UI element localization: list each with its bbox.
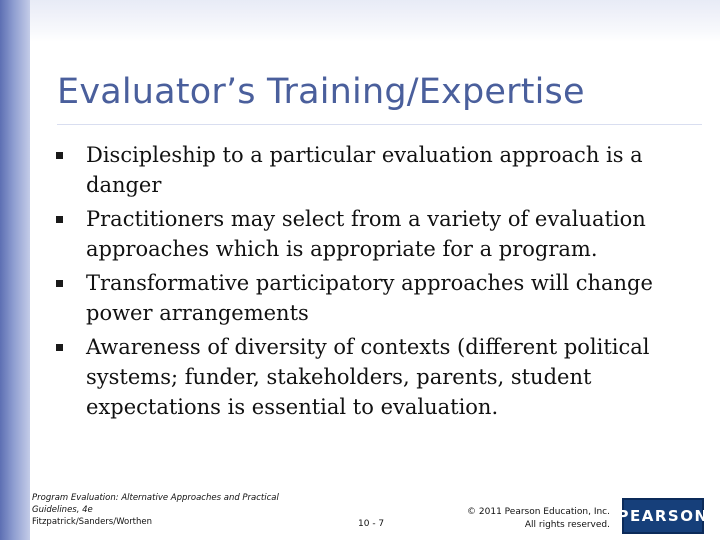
- copyright-line2: All rights reserved.: [524, 520, 610, 530]
- page-number: 10 - 7: [358, 519, 385, 529]
- pearson-logo: [617, 498, 709, 534]
- title-divider: [57, 124, 702, 125]
- square-bullet-icon: [56, 216, 63, 223]
- bullet-text: Practitioners may select from a variety of evaluation approaches which is appropriate for a program.: [86, 207, 646, 261]
- square-bullet-icon: [56, 280, 63, 287]
- bullet-text: Discipleship to a particular evaluation approach is a danger: [86, 143, 643, 197]
- bullet-item: [56, 140, 696, 200]
- top-decorative-band: [30, 0, 720, 42]
- book-title-line1: Program Evaluation: Alternative Approaches and Practical: [32, 493, 279, 503]
- square-bullet-icon: [56, 344, 63, 351]
- copyright-line1: © 2011 Pearson Education, Inc.: [467, 507, 610, 517]
- book-title-line2: Guidelines, 4e: [32, 505, 93, 515]
- bullet-item: [56, 268, 696, 328]
- bullet-item: [56, 204, 696, 264]
- logo-text: PEARSON: [617, 507, 709, 525]
- square-bullet-icon: [56, 152, 63, 159]
- book-authors: Fitzpatrick/Sanders/Worthen: [32, 517, 153, 527]
- left-decorative-band: [0, 0, 30, 540]
- bullet-list: [56, 140, 696, 426]
- book-citation: [32, 492, 312, 528]
- bullet-text: Awareness of diversity of contexts (different political systems; funder, stakeholders, parents, student expectations is essential to evaluation.: [86, 335, 650, 419]
- bullet-text: Transformative participatory approaches will change power arrangements: [86, 271, 653, 325]
- bullet-item: [56, 332, 696, 422]
- copyright-notice: [446, 506, 610, 532]
- slide-title: Evaluator’s Training/Expertise: [57, 72, 585, 112]
